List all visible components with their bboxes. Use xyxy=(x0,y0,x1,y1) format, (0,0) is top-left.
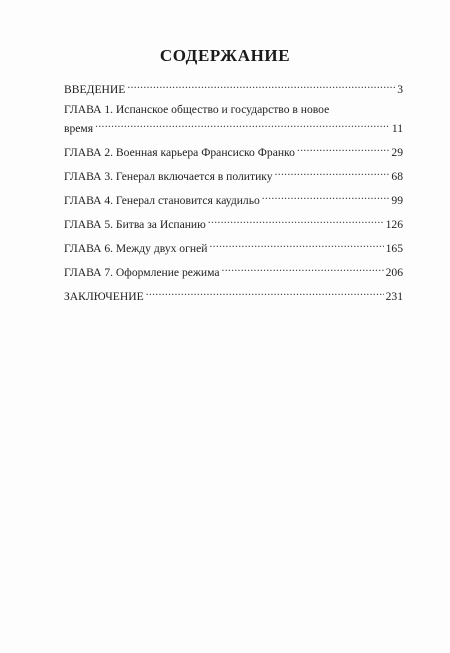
toc-entry xyxy=(64,102,403,141)
table-of-contents xyxy=(64,78,403,309)
toc-entry xyxy=(64,141,403,165)
dot-leader xyxy=(208,213,384,228)
dot-leader xyxy=(262,189,390,204)
toc-entry xyxy=(64,285,403,309)
dot-leader xyxy=(297,141,390,156)
dot-leader xyxy=(222,261,384,276)
toc-entry xyxy=(64,78,403,102)
toc-entry-page: 165 xyxy=(385,242,403,255)
toc-entry-label: ГЛАВА 4. Генерал становится каудильо xyxy=(64,194,260,207)
toc-entry-label: ГЛАВА 5. Битва за Испанию xyxy=(64,218,206,231)
toc-entry-page: 11 xyxy=(391,122,403,135)
dot-leader xyxy=(127,78,395,93)
toc-entry-page: 206 xyxy=(385,266,403,279)
toc-entry-page: 126 xyxy=(385,218,403,231)
toc-entry-page: 68 xyxy=(391,170,403,183)
toc-entry-label: ГЛАВА 7. Оформление режима xyxy=(64,266,220,279)
toc-entry xyxy=(64,261,403,285)
toc-entry-page: 3 xyxy=(397,83,403,96)
dot-leader xyxy=(95,117,390,132)
toc-entry-label: ГЛАВА 1. Испанское общество и государство в новое xyxy=(64,103,330,116)
toc-entry-label: ГЛАВА 2. Военная карьера Франсиско Франко xyxy=(64,146,295,159)
toc-entry-page: 231 xyxy=(385,290,403,303)
toc-entry-label: ЗАКЛЮЧЕНИЕ xyxy=(64,290,144,303)
page-title: СОДЕРЖАНИЕ xyxy=(159,46,291,65)
toc-entry-label-continued: время xyxy=(64,122,94,135)
dot-leader xyxy=(209,237,383,252)
toc-entry xyxy=(64,165,403,189)
toc-entry-label: ГЛАВА 6. Между двух огней xyxy=(64,242,208,255)
dot-leader xyxy=(146,285,384,300)
toc-entry-label: ГЛАВА 3. Генерал включается в политику xyxy=(64,170,273,183)
toc-entry-page: 99 xyxy=(391,194,403,207)
toc-entry-page: 29 xyxy=(391,146,403,159)
toc-entry xyxy=(64,189,403,213)
dot-leader xyxy=(275,165,390,180)
toc-entry xyxy=(64,237,403,261)
toc-entry xyxy=(64,213,403,237)
toc-entry-label: ВВЕДЕНИЕ xyxy=(64,83,126,96)
